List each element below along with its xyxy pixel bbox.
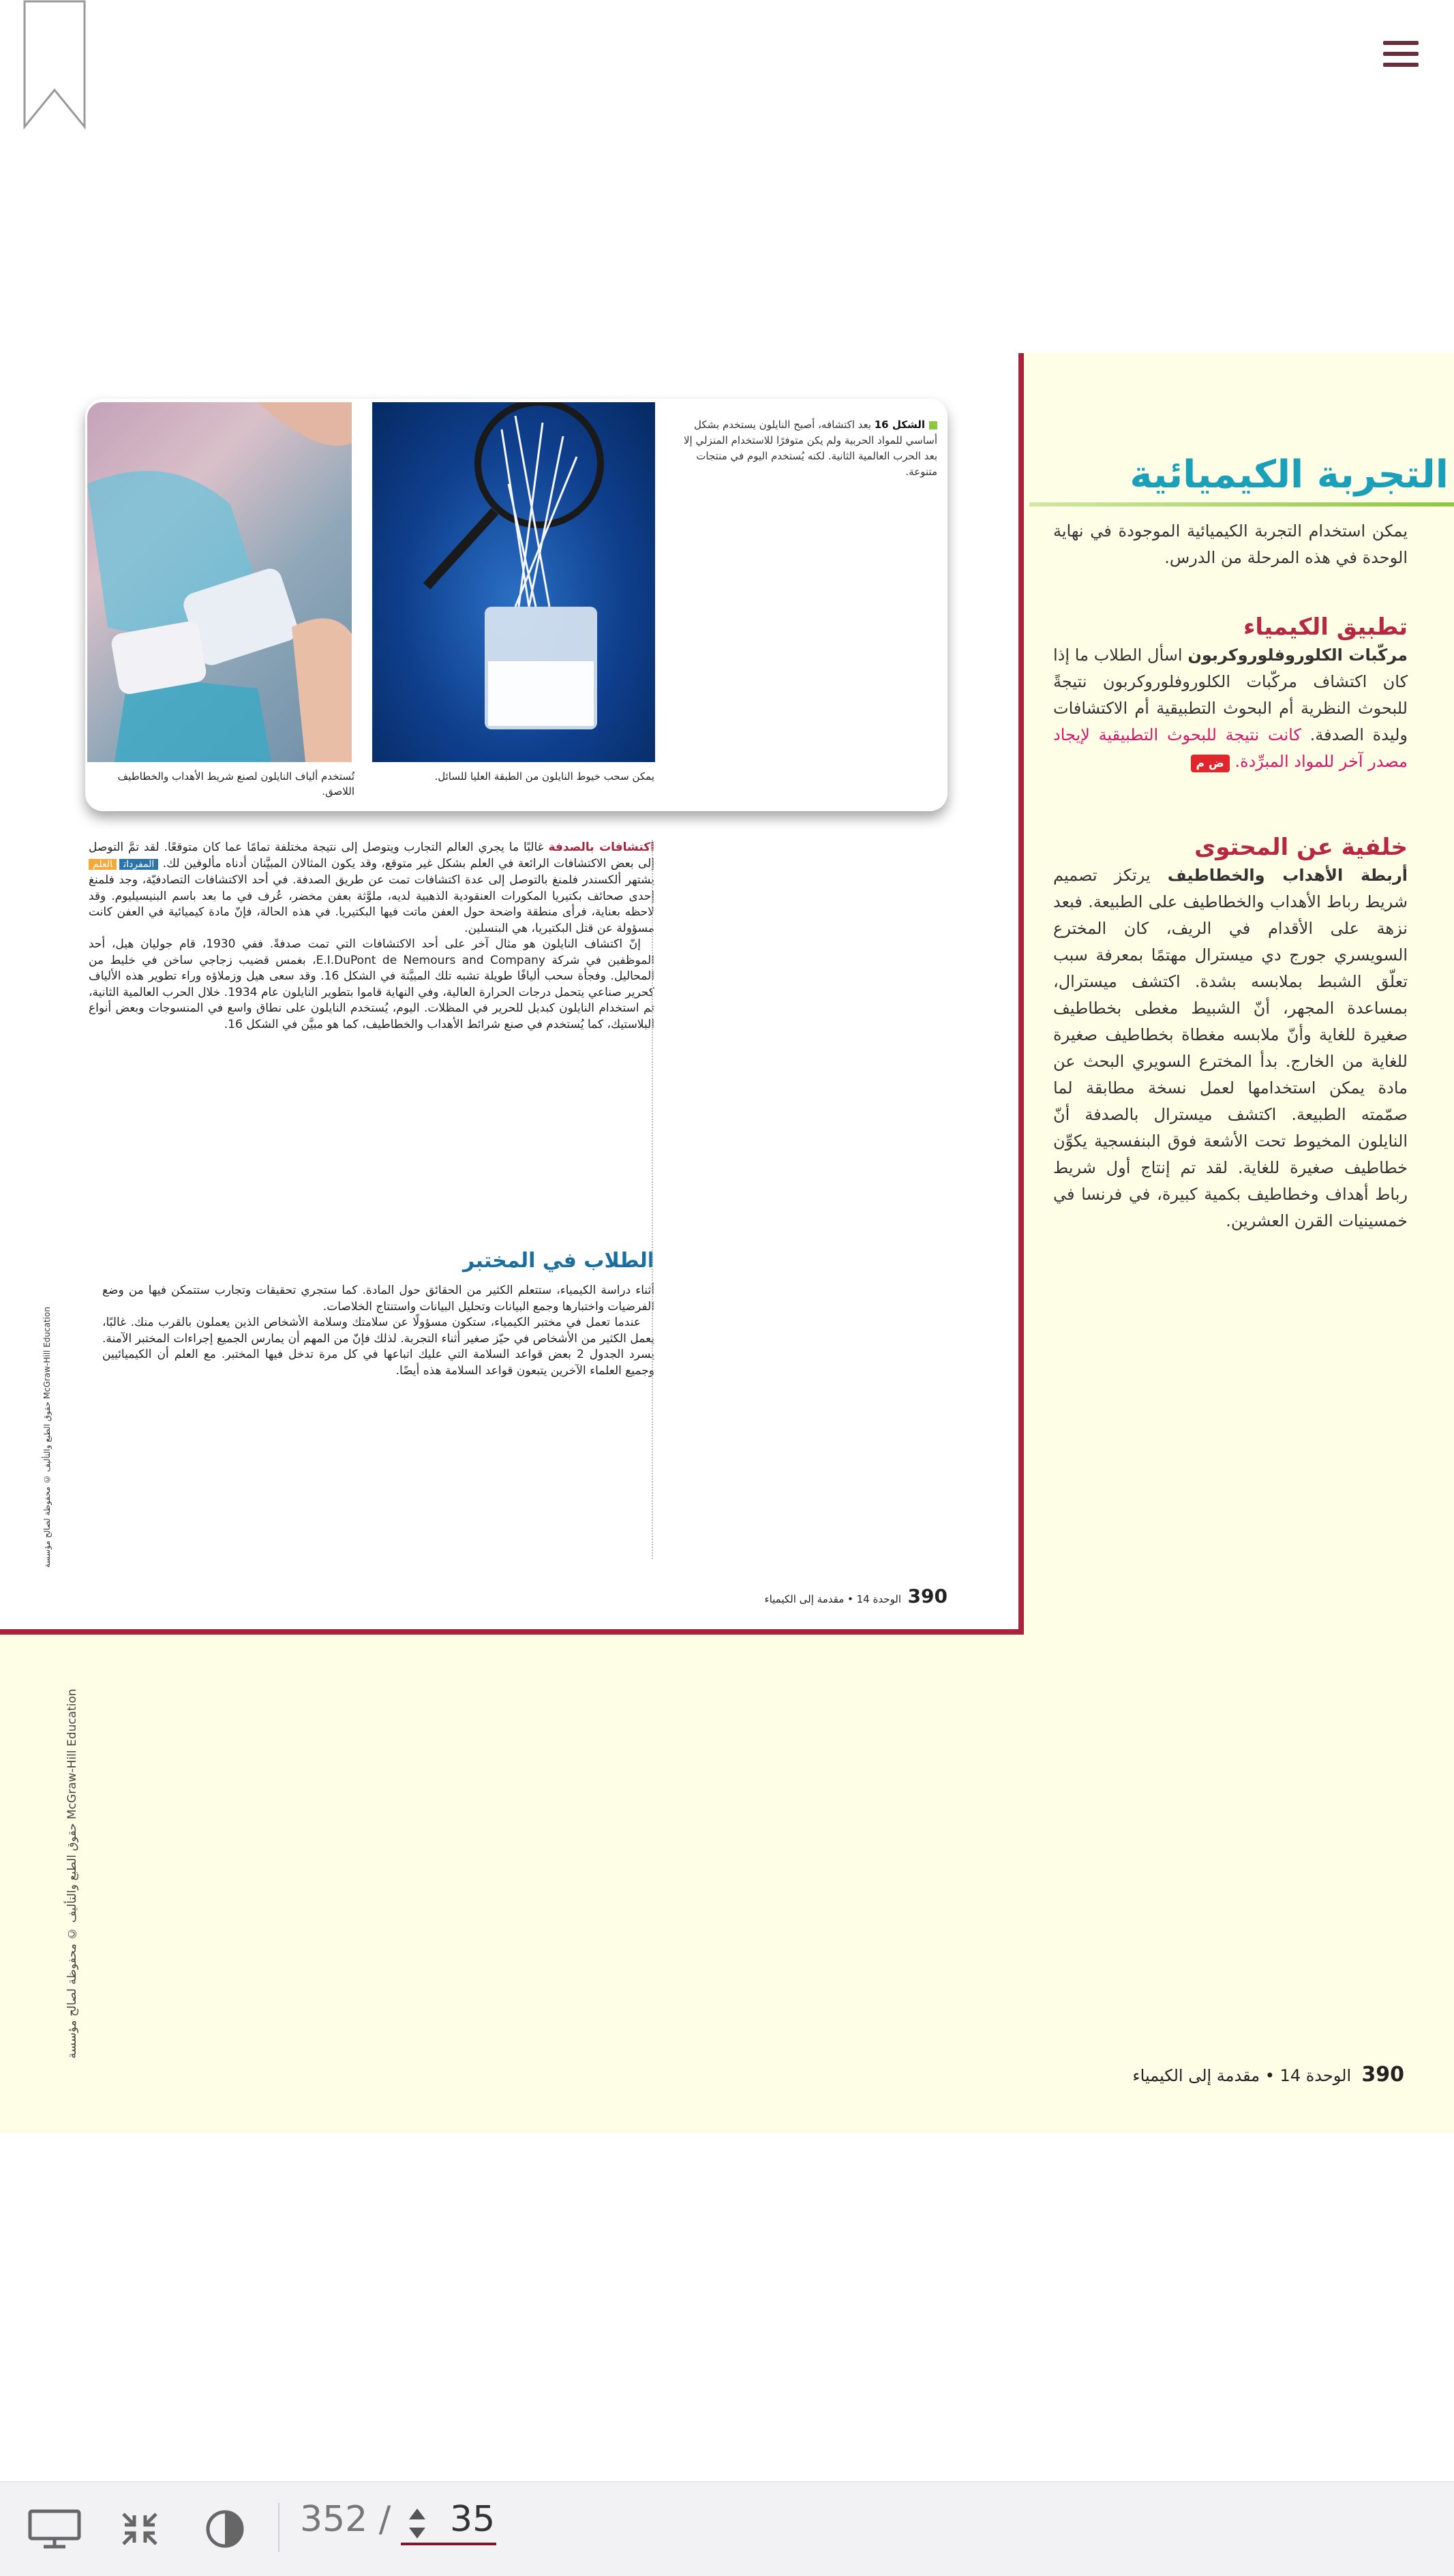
teacher-page-number: 390 xyxy=(1361,2063,1404,2087)
title-rule xyxy=(1029,502,1454,506)
background-text: يرتكز تصميم شريط رباط الأهداب والخطاطيف على الطبيعة. فبعد نزهة على الأقدام في الريف، كان المخترع السويسري جورج دي ميسترال مهتمًا بمعرفة سبب تعلّق الشبط بملابسه بشدة. اكتشف ميسترال، بمساعدة المجهر، أنّ الشبيط مغطى بخطاطيف صغيرة للغاية وأنّ ملابسه مغطاة بخطاطيف صغيرة للغاية من الخارج. بدأ المخترع السويري البحث عن مادة يمكن استخدامها لعمل نسخة مطابقة لما صمّمته الطبيعة. اكتشف ميسترال بالصدفة أنّ النايلون المخيوط تحت الأشعة فوق البنفسجية يكوِّن خطاطيف صغيرة للغاية. لقد تم إنتاج أول شريط رباط أهداف وخطاطيف بكمية كبيرة، في فرنسا في خمسينيات القرن العشرين. xyxy=(1053,866,1408,1230)
contrast-icon[interactable] xyxy=(198,2509,252,2549)
presentation-icon[interactable] xyxy=(27,2509,82,2549)
discoveries-section xyxy=(89,840,654,1033)
nylon-caption: يمكن سحب خيوط النايلون من الطبقة العليا للسائل. xyxy=(434,770,654,783)
student-footer xyxy=(675,1585,948,1607)
app-badge: ض م xyxy=(1191,755,1230,772)
vocab-highlight: العلم xyxy=(89,859,117,870)
app-section xyxy=(1053,642,1408,775)
nylon-photo xyxy=(372,402,655,762)
teacher-footer-unit: الوحدة 14 • مقدمة إلى الكيمياء xyxy=(1132,2066,1352,2085)
vocab-tag[interactable]: المفردات xyxy=(119,859,158,870)
figure-caption-text: بعد اكتشافه، أصبح النايلون يستخدم بشكل أساسي للمواد الحربية ولم يكن متوفرًا للاستخدام المنزلي إلا بعد الحرب العالمية الثانية. لكنه يُستخدم اليوم في منتجات متنوعة. xyxy=(684,419,937,478)
column-divider xyxy=(652,840,653,1559)
velcro-photo xyxy=(87,402,352,762)
figure-label: الشكل 16 xyxy=(874,419,925,431)
menu-icon[interactable] xyxy=(1383,41,1419,71)
discoveries-p1b: يشتهر ألكسندر فلمنغ بالتوصل إلى عدة اكتشافات تمت عن طريق الصدفة. في أحد الاكتشافات التصادفيّة، وجد فلمنغ إحدى صحائف بكتيريا المكورات العنقودية الذهبية لديه، ملوَّثة بعفن مخضر، عُرف في ما بعد باسم البنيسيليوم. وقد لاحظه بعناية، فرأى منطقة واضحة حول العفن ماتت فيها البكتيريا. في هذه الحالة، فإنّ مادة كيميائية في العفن كانت مسؤولة عن قتل البكتيريا، هي البنسلين. xyxy=(89,873,654,935)
background-section xyxy=(1053,862,1408,1234)
teacher-title: التجربة الكيميائية xyxy=(1130,453,1449,497)
app-text: اسأل الطلاب ما إذا كان اكتشاف مركّبات الكلوروفلوروكربون نتيجةً للبحوث النظرية أم البحوث التطبيقية أم الاكتشافات وليدة الصدفة. xyxy=(1053,646,1408,744)
velcro-caption: تُستخدم ألياف النايلون لصنع شريط الأهداب والخطاطيف اللاصق. xyxy=(117,770,354,798)
app-heading: تطبيق الكيمياء xyxy=(1243,613,1408,641)
lab-p2: عندما تعمل في مختبر الكيمياء، ستكون مسؤولًا عن سلامتك وسلامة الأشخاص الذين يعملون بالقرب منك. غالبًا، يعمل الكثير من الأشخاص في حيّز صغير أثناء التجربة. لذلك فإنّ من المهم أن يمارس الجميع إجراءات المختبر الآمنة. يسرد الجدول 2 بعض قواعد السلامة التي عليك اتباعها في كل مرة تدخل فيها المختبر. مع العلم أن الكيميائيين وجميع العلماء الآخرين يتبعون قواعد السلامة هذه أيضًا. xyxy=(102,1316,654,1378)
lab-heading: الطلاب في المختبر xyxy=(462,1249,654,1273)
student-copyright: حقوق الطبع والتأليف © محفوظة لصالح مؤسسة McGraw-Hill Education xyxy=(42,1307,52,1568)
teacher-copyright: حقوق الطبع والتأليف © محفوظة لصالح مؤسسة McGraw-Hill Education xyxy=(65,1688,79,2059)
background-lead: أربطة الأهداب والخطاطيف xyxy=(1167,866,1408,885)
teacher-intro: يمكن استخدام التجربة الكيميائية الموجودة في نهاية الوحدة في هذه المرحلة من الدرس. xyxy=(1053,521,1408,567)
bookmark-icon[interactable] xyxy=(22,0,87,130)
student-page-number: 390 xyxy=(907,1585,948,1607)
discoveries-p2: إنّ اكتشاف النايلون هو مثال آخر على أحد الاكتشافات التي تمت صدفةً. ففي 1930، قام جوليان هيل، أحد الموظفين في شركة E.I.DuPont de Nemours and Company، بغمس قضيب زجاجي ساخن في خليط من المحاليل. وفجأة سحب أليافًا طويلة تشبه تلك المبيَّنة في الشكل 16. وقد سعى هيل وزملاؤه وراء تطوير هذه الألياف كحرير صناعي يتحمل درجات الحرارة العالية، وفي النهاية قاموا بتطوير النايلون عام 1934. خلال الحرب العالمية الثانية، تم استخدام النايلون كبديل للحرير في المظلات. اليوم، يُستخدم النايلون على نطاق واسع في المنسوجات وبعض أنواع البلاستيك، كما يُستخدم في صنع شرائط الأهداب والخطاطيف، كما هو مبيَّن في الشكل 16. xyxy=(89,937,655,1031)
background-heading: خلفية عن المحتوى xyxy=(1194,834,1408,861)
lab-p1: أثناء دراسة الكيمياء، ستتعلم الكثير من الحقائق حول المادة. كما ستجري تحقيقات وتجارب ستتمكن فيها من وضع الفرضيات واختبارها وجمع البيانات وتحليل البيانات واستنتاج الخلاصات. xyxy=(102,1284,654,1314)
discoveries-p1: غالبًا ما يجري العالم التجارب ويتوصل إلى نتيجة مختلفة تمامًا عما كان متوقعًا. لقد تمَّ التوصل إلى بعض الاكتشافات الرائعة في العلم بشكل غير متوقع، وقد يكون المثالان المبيَّنان أدناه مألوفين لك. xyxy=(89,840,655,870)
lab-section xyxy=(102,1283,654,1379)
figure-caption xyxy=(671,417,937,480)
stepper-icon[interactable] xyxy=(404,2503,431,2544)
app-lead: مركّبات الكلوروفلوروكربون xyxy=(1187,646,1408,665)
caption-square-icon xyxy=(929,421,937,429)
student-footer-unit: الوحدة 14 • مقدمة إلى الكيمياء xyxy=(764,1593,901,1605)
collapse-icon[interactable] xyxy=(112,2509,167,2549)
app-answer: كانت نتيجة للبحوث التطبيقية لإيجاد مصدر آخر للمواد المبرِّدة. xyxy=(1053,725,1408,771)
teacher-footer xyxy=(1016,2063,1404,2087)
toolbar-separator xyxy=(278,2503,279,2552)
page-total: 352 / xyxy=(300,2499,391,2540)
discoveries-lead: اكتشافات بالصدفة xyxy=(548,840,654,854)
current-page[interactable]: 35 xyxy=(450,2499,496,2540)
